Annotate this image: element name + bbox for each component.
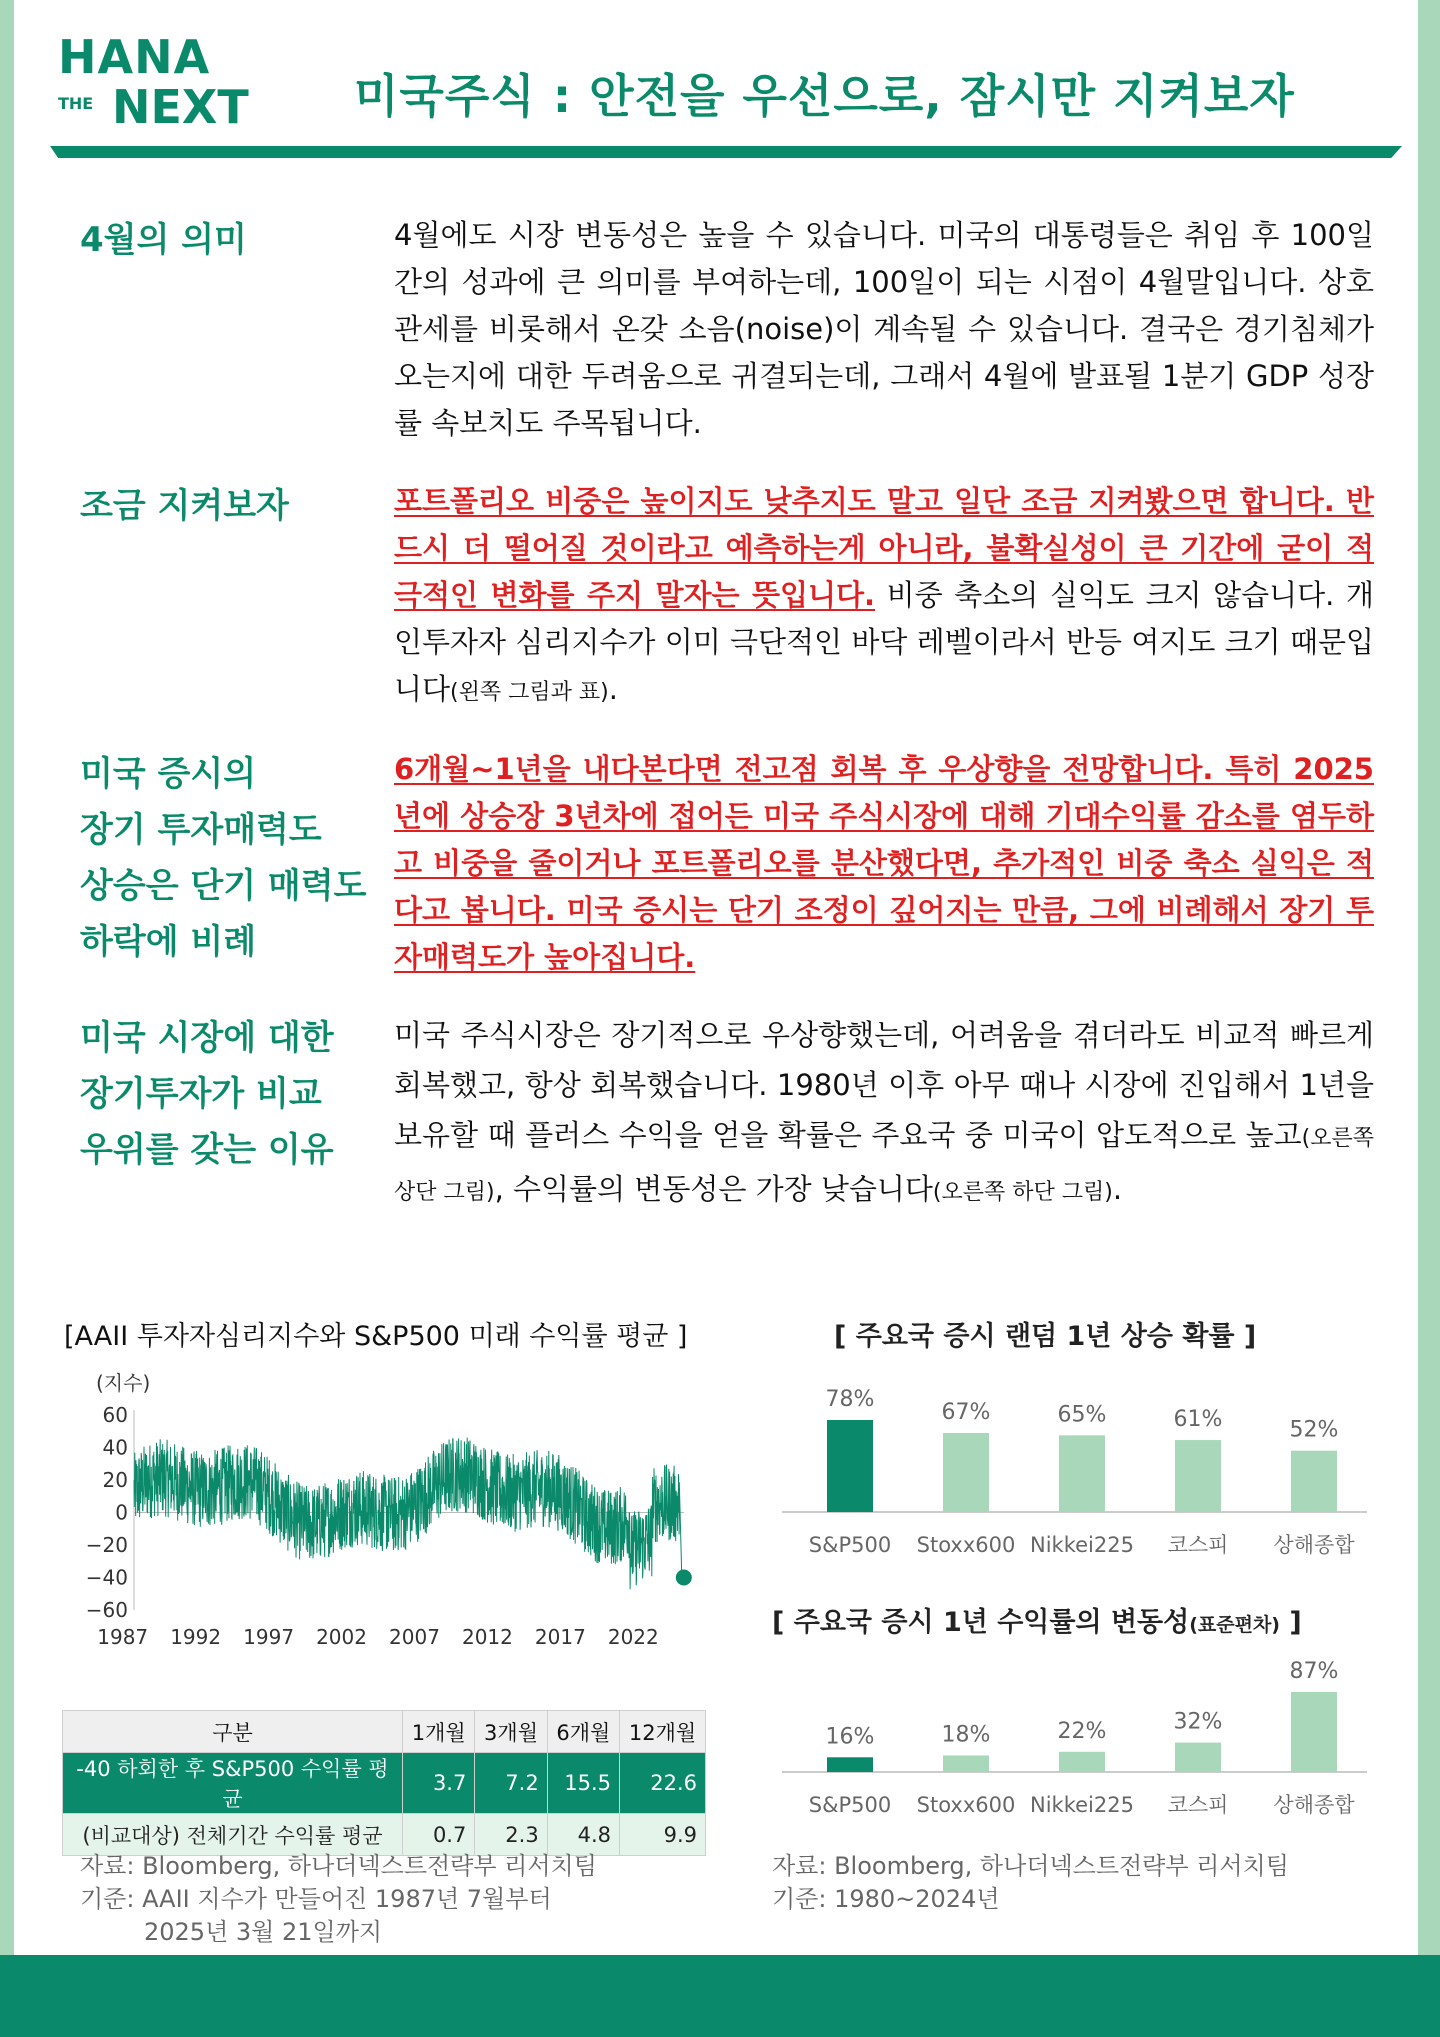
x-tick-label: 2012 [461,1625,513,1649]
x-tick-label: 2017 [534,1625,586,1649]
rise-probability-bar-chart [772,1370,1372,1570]
table-row [63,1753,706,1814]
right-chart1-title: [ 주요국 증시 랜덤 1년 상승 확률 ] [834,1321,1257,1352]
table-cell: 0.7 [403,1814,475,1856]
figure-reference: (오른쪽 상단 그림) [394,1126,1374,1205]
x-tick-label: 2007 [389,1625,440,1649]
heading-line: 미국 시장에 대한 [80,1018,334,1058]
source-line: 자료: Bloomberg, 하나더넥스트전략부 리서치팀 [772,1852,1289,1880]
category-label: S&P500 [808,1793,892,1817]
table-cell: 15.5 [547,1753,619,1814]
bar [827,1420,873,1512]
latest-value-marker [676,1570,692,1586]
category-label: S&P500 [808,1533,892,1557]
aaii-line-chart [54,1360,704,1660]
emphasis-text: 6개월~1년을 내다본다면 전고점 회복 후 우상향을 전망합니다. 특히 2025년에 상승장 3년차에 접어든 미국 주식시장에 대해 기대수익률 감소를 염두하고 비중을 줄이거나 포트폴리오를 분산했다면, 추가적인 비중 축소 실익은 적다고 봅니다. 미국 증시는 단기 조정이 깊어지는 만큼, 그에 비례해서 장기 투자매력도가 높아집니다. [394,752,1374,974]
category-label: Nikkei225 [1030,1533,1134,1557]
logo-line2: NEXT [112,80,249,134]
column-header: 12개월 [620,1711,706,1753]
section-heading: 조금 지켜보자 [80,486,289,526]
footer-bar [0,1955,1440,2037]
report-page [14,0,1418,1955]
bar-value-label: 67% [941,1399,991,1425]
section-body [394,478,1374,716]
bar [943,1433,989,1512]
column-header: 1개월 [403,1711,475,1753]
x-tick-label: 2002 [316,1625,367,1649]
emphasis-text: 포트폴리오 비중은 높이지도 낮추지도 말고 일단 조금 지켜봤으면 합니다. 반드시 더 떨어질 것이라고 예측하는게 아니라, 불확실성이 큰 기간에 굳이 적극적인 변화를 주지 말자는 뜻입니다. [394,484,1374,612]
title-subnote: (표준편차) [1189,1614,1280,1636]
table-cell: 3.7 [403,1753,475,1814]
section-heading [80,1010,380,1178]
column-header: 구분 [63,1711,403,1753]
period: . [1112,1172,1123,1206]
table-cell: 22.6 [620,1753,706,1814]
figure-reference: (왼쪽 그림과 표) [450,680,609,705]
bar [943,1755,989,1772]
bar-value-label: 22% [1057,1718,1107,1744]
heading-line: 하락에 비례 [80,922,257,962]
column-header: 6개월 [547,1711,619,1753]
bar [1059,1752,1105,1772]
category-label: 코스피 [1167,1793,1229,1817]
y-tick-label: 0 [115,1500,128,1525]
category-label: Stoxx600 [916,1793,1016,1817]
table-cell: 2.3 [475,1814,547,1856]
column-header: 3개월 [475,1711,547,1753]
volatility-bar-chart [772,1630,1372,1830]
y-tick-label: −20 [85,1533,128,1557]
aaii-series-line [134,1438,682,1590]
heading-line: 장기투자가 비교 [80,1074,322,1114]
y-tick-label: 40 [102,1435,128,1460]
x-tick-label: 1992 [170,1625,222,1649]
basis-line: 기준: AAII 지수가 만들어진 1987년 7월부터 [80,1885,552,1913]
heading-line: 장기 투자매력도 [80,810,322,850]
bar [827,1757,873,1772]
bar [1291,1451,1337,1512]
section-heading [80,746,380,970]
basis-line: 기준: 1980~2024년 [772,1885,1000,1913]
logo-line2-small: THE [58,94,94,113]
hana-the-next-logo [58,30,268,134]
y-tick-label: −40 [85,1565,128,1590]
basis-line: 2025년 3월 21일까지 [144,1918,383,1946]
y-tick-label: 60 [102,1403,128,1427]
left-source-note [80,1850,597,1949]
section-body: 4월에도 시장 변동성은 높을 수 있습니다. 미국의 대통령들은 취임 후 100일 간의 성과에 큰 의미를 부여하는데, 100일이 되는 시점이 4월말입니다. 상호관세를 비롯해서 온갖 소음(noise)이 계속될 수 있습니다. 결국은 경기침체가 오는지에 대한 두려움으로 귀결되는데, 그래서 4월에 발표될 1분기 GDP 성장률 속보치도 주목됩니다. [394,218,1374,440]
table-header-row [63,1711,706,1753]
row-label: -40 하회한 후 S&P500 수익률 평균 [63,1753,403,1814]
body-text: , 수익률의 변동성은 가장 낮습니다 [494,1172,933,1206]
table-cell: 4.8 [547,1814,619,1856]
row-label: (비교대상) 전체기간 수익률 평균 [63,1814,403,1856]
y-axis-unit: (지수) [96,1371,151,1395]
x-tick-label: 2022 [607,1625,659,1649]
bar-value-label: 52% [1289,1417,1339,1443]
section-body [394,746,1374,981]
bar-value-label: 87% [1289,1659,1339,1684]
title-end: ] [1280,1607,1302,1638]
category-label: 상해종합 [1273,1793,1355,1817]
table-cell: 7.2 [475,1753,547,1814]
x-tick-label: 1987 [97,1625,149,1649]
bar [1175,1743,1221,1772]
bar-value-label: 65% [1057,1402,1107,1428]
logo-line1: HANA [58,30,211,84]
heading-line: 우위를 갖는 이유 [80,1130,334,1170]
section-body [394,1010,1374,1218]
table-cell: 9.9 [620,1814,706,1856]
title-main: [ 주요국 증시 1년 수익률의 변동성 [772,1607,1190,1638]
returns-table [62,1710,706,1856]
bar-value-label: 32% [1173,1709,1223,1735]
page-title: 미국주식 : 안전을 우선으로, 잠시만 지켜보자 [354,69,1295,123]
x-tick-label: 1997 [243,1625,295,1649]
y-tick-label: 20 [102,1468,128,1492]
bar-value-label: 18% [941,1722,991,1748]
section-heading: 4월의 의미 [80,220,247,260]
source-line: 자료: Bloomberg, 하나더넥스트전략부 리서치팀 [80,1852,597,1880]
category-label: Nikkei225 [1030,1793,1134,1817]
heading-line: 미국 증시의 [80,754,257,794]
bar [1291,1692,1337,1772]
right-source-note [772,1850,1289,1916]
category-label: Stoxx600 [916,1533,1016,1557]
bar-value-label: 16% [825,1724,875,1750]
left-chart-title: [AAII 투자자심리지수와 S&P500 미래 수익률 평균 ] [64,1321,688,1352]
bar-value-label: 61% [1173,1407,1223,1433]
bar [1059,1435,1105,1512]
category-label: 상해종합 [1273,1533,1355,1557]
category-label: 코스피 [1167,1533,1229,1557]
header-divider [50,146,1402,158]
body-text: 미국 주식시장은 장기적으로 우상향했는데, 어려움을 겪더라도 비교적 빠르게 회복했고, 항상 회복했습니다. 1980년 이후 아무 때나 시장에 진입해서 1년을 보유할 때 플러스 수익을 얻을 확률은 주요국 중 미국이 압도적으로 높고 [394,1018,1374,1152]
period: . [608,672,618,706]
figure-reference: (오른쪽 하단 그림) [932,1180,1113,1205]
bar-value-label: 78% [825,1387,875,1412]
y-tick-label: −60 [85,1598,128,1622]
heading-line: 상승은 단기 매력도 [80,866,367,906]
body-text: 비중 축소의 실익도 크지 않습니다. 개인투자자 심리지수가 이미 극단적인 바닥 레벨이라서 반등 여지도 크기 때문입니다 [394,578,1374,706]
bar [1175,1440,1221,1512]
